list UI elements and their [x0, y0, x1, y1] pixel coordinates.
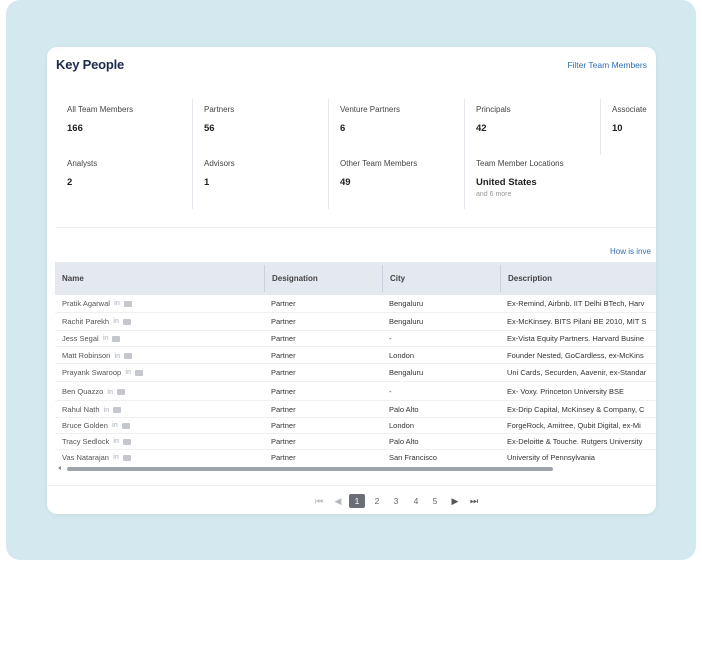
- mail-icon[interactable]: [122, 423, 130, 429]
- cell-designation: Partner: [271, 405, 296, 414]
- stat-label: Partners: [204, 105, 235, 114]
- stat-value: 1: [204, 177, 210, 188]
- table-header: [55, 262, 656, 295]
- cell-description: Uni Cards, Securden, Aavenir, ex-Standar: [507, 368, 647, 377]
- person-name[interactable]: Matt Robinson: [62, 351, 111, 360]
- stat-associate[interactable]: [600, 99, 656, 155]
- linkedin-icon[interactable]: in: [103, 406, 110, 414]
- column-header-description[interactable]: Description: [500, 265, 656, 292]
- cell-designation: Partner: [271, 437, 296, 446]
- mail-icon[interactable]: [135, 370, 143, 376]
- table-row[interactable]: [55, 401, 656, 418]
- mail-icon[interactable]: [124, 301, 132, 307]
- table-row[interactable]: [55, 347, 656, 364]
- person-name[interactable]: Prayank Swaroop: [62, 368, 122, 377]
- cell-description: ForgeRock, Amitree, Qubit Digital, ex-Mi: [507, 421, 641, 430]
- mail-icon[interactable]: [123, 319, 131, 325]
- stat-partners[interactable]: [192, 99, 328, 155]
- person-name[interactable]: Jess Segal: [62, 334, 99, 343]
- page-title: Key People: [56, 57, 125, 72]
- linkedin-icon[interactable]: in: [113, 300, 120, 308]
- linkedin-icon[interactable]: in: [113, 438, 119, 446]
- cell-name: [55, 295, 264, 313]
- key-people-card: [47, 47, 656, 514]
- cell-city: Bengaluru: [389, 368, 424, 377]
- stat-label: Analysts: [67, 159, 98, 168]
- table-row[interactable]: [55, 418, 656, 434]
- stat-label: Associate: [612, 105, 647, 114]
- cell-name: [55, 347, 264, 365]
- stat-label: Principals: [476, 105, 511, 114]
- stat-venture-partners[interactable]: [328, 99, 464, 155]
- linkedin-icon[interactable]: in: [114, 352, 120, 360]
- mail-icon[interactable]: [117, 389, 125, 395]
- cell-designation: Partner: [271, 334, 296, 343]
- mail-icon[interactable]: [113, 407, 121, 413]
- cell-name: [55, 401, 264, 419]
- cell-designation: Partner: [271, 421, 296, 430]
- stat-advisors[interactable]: [192, 153, 328, 209]
- column-header-designation[interactable]: Designation: [264, 265, 382, 292]
- stat-value: 10: [612, 123, 623, 134]
- cell-city: London: [389, 421, 415, 430]
- cell-description: Ex- Voxy. Princeton University BSE: [507, 387, 624, 396]
- cell-description: Ex-Drip Capital, McKinsey & Company, C: [507, 405, 645, 414]
- mail-icon[interactable]: [112, 336, 120, 342]
- scroll-left-arrow-icon[interactable]: [58, 466, 61, 470]
- table-row[interactable]: [55, 434, 656, 450]
- cell-designation: Partner: [271, 317, 296, 326]
- stat-label: Venture Partners: [340, 105, 401, 114]
- cell-designation: Partner: [271, 368, 296, 377]
- cell-city: Bengaluru: [389, 317, 424, 326]
- page-button-1[interactable]: 1: [349, 494, 365, 508]
- linkedin-icon[interactable]: in: [102, 335, 109, 343]
- stat-value: 56: [204, 123, 215, 134]
- cell-city: -: [389, 334, 392, 343]
- section-divider: [56, 227, 656, 228]
- table-row[interactable]: [55, 382, 656, 401]
- stat-value: 42: [476, 123, 487, 134]
- cell-description: Ex-Deloitte & Touche. Rutgers University: [507, 437, 643, 446]
- mail-icon[interactable]: [123, 455, 131, 461]
- cell-name: [55, 331, 264, 347]
- linkedin-icon[interactable]: in: [125, 369, 131, 377]
- pagination: [47, 494, 656, 510]
- last-page-icon[interactable]: ⏭: [469, 496, 479, 506]
- stat-all-team-members[interactable]: [56, 99, 192, 155]
- table-row[interactable]: [55, 364, 656, 382]
- stat-analysts[interactable]: [56, 153, 192, 209]
- cell-description: Founder Nested, GoCardless, ex-McKins: [507, 351, 644, 360]
- cell-name: [55, 313, 264, 331]
- cell-name: [55, 364, 264, 382]
- cell-designation: Partner: [271, 351, 296, 360]
- person-name[interactable]: Rahul Nath: [62, 405, 100, 414]
- cell-name: [55, 382, 264, 402]
- cell-city: Bengaluru: [389, 299, 424, 308]
- linkedin-icon[interactable]: in: [107, 388, 113, 396]
- cell-name: [55, 434, 264, 450]
- column-header-name[interactable]: Name: [62, 274, 84, 283]
- table-row[interactable]: [55, 331, 656, 347]
- stat-principals[interactable]: [464, 99, 600, 155]
- cell-city: Palo Alto: [389, 405, 419, 414]
- stat-label: Other Team Members: [340, 159, 418, 168]
- stat-value: 6: [340, 123, 346, 134]
- cell-name: [55, 450, 264, 466]
- person-name[interactable]: Vas Natarajan: [62, 453, 109, 462]
- cell-description: University of Pennsylvania: [507, 453, 595, 462]
- cell-description: Ex-Remind, Airbnb. IIT Delhi BTech, Harv: [507, 299, 645, 308]
- mail-icon[interactable]: [124, 353, 132, 359]
- stat-label: All Team Members: [67, 105, 134, 114]
- cell-city: Palo Alto: [389, 437, 419, 446]
- stat-value: 2: [67, 177, 73, 188]
- cell-designation: Partner: [271, 453, 296, 462]
- pager-divider: [47, 485, 656, 486]
- mail-icon[interactable]: [123, 439, 131, 445]
- next-page-icon[interactable]: ▶: [451, 496, 459, 506]
- column-header-city[interactable]: City: [382, 265, 500, 292]
- prev-page-icon[interactable]: ◀: [334, 496, 342, 506]
- stat-other-team-members[interactable]: [328, 153, 464, 209]
- stat-team-member-locations[interactable]: [464, 153, 600, 209]
- page-button-5[interactable]: 5: [432, 496, 438, 506]
- scrollbar-thumb[interactable]: [67, 467, 553, 471]
- how-is-investment-link[interactable]: How is inve: [610, 247, 651, 256]
- cell-description: Ex-Vista Equity Partners. Harvard Busine: [507, 334, 645, 343]
- cell-description: Ex-McKinsey. BITS Pilani BE 2010, MIT S: [507, 317, 647, 326]
- linkedin-icon[interactable]: in: [111, 422, 118, 430]
- page-button-4[interactable]: 4: [413, 496, 419, 506]
- table-row[interactable]: [55, 295, 656, 313]
- linkedin-icon[interactable]: in: [113, 318, 119, 326]
- person-name[interactable]: Rachit Parekh: [62, 317, 110, 326]
- stat-subtext: and 6 more: [476, 191, 512, 198]
- person-name[interactable]: Bruce Golden: [62, 421, 108, 430]
- stat-value: 49: [340, 177, 351, 188]
- stat-label: Advisors: [204, 159, 235, 168]
- cell-designation: Partner: [271, 387, 296, 396]
- first-page-icon[interactable]: ⏮: [314, 496, 324, 506]
- table-row[interactable]: [55, 450, 656, 466]
- cell-city: -: [389, 387, 392, 396]
- stat-label: Team Member Locations: [476, 159, 564, 168]
- stat-value: 166: [67, 123, 83, 134]
- filter-team-members-link[interactable]: Filter Team Members: [567, 60, 647, 70]
- person-name[interactable]: Tracy Sedlock: [62, 437, 110, 446]
- page-button-2[interactable]: 2: [374, 496, 380, 506]
- team-table: [55, 262, 656, 475]
- card-header: [47, 47, 656, 83]
- page-button-3[interactable]: 3: [393, 496, 399, 506]
- person-name[interactable]: Ben Quazzo: [62, 387, 104, 396]
- cell-designation: Partner: [271, 299, 296, 308]
- person-name[interactable]: Pratik Agarwal: [62, 299, 110, 308]
- linkedin-icon[interactable]: in: [112, 454, 119, 462]
- cell-city: London: [389, 351, 415, 360]
- horizontal-scrollbar[interactable]: [55, 465, 656, 473]
- cell-city: San Francisco: [389, 453, 437, 462]
- table-row[interactable]: [55, 313, 656, 331]
- cell-name: [55, 418, 264, 434]
- stat-value: United States: [476, 177, 537, 188]
